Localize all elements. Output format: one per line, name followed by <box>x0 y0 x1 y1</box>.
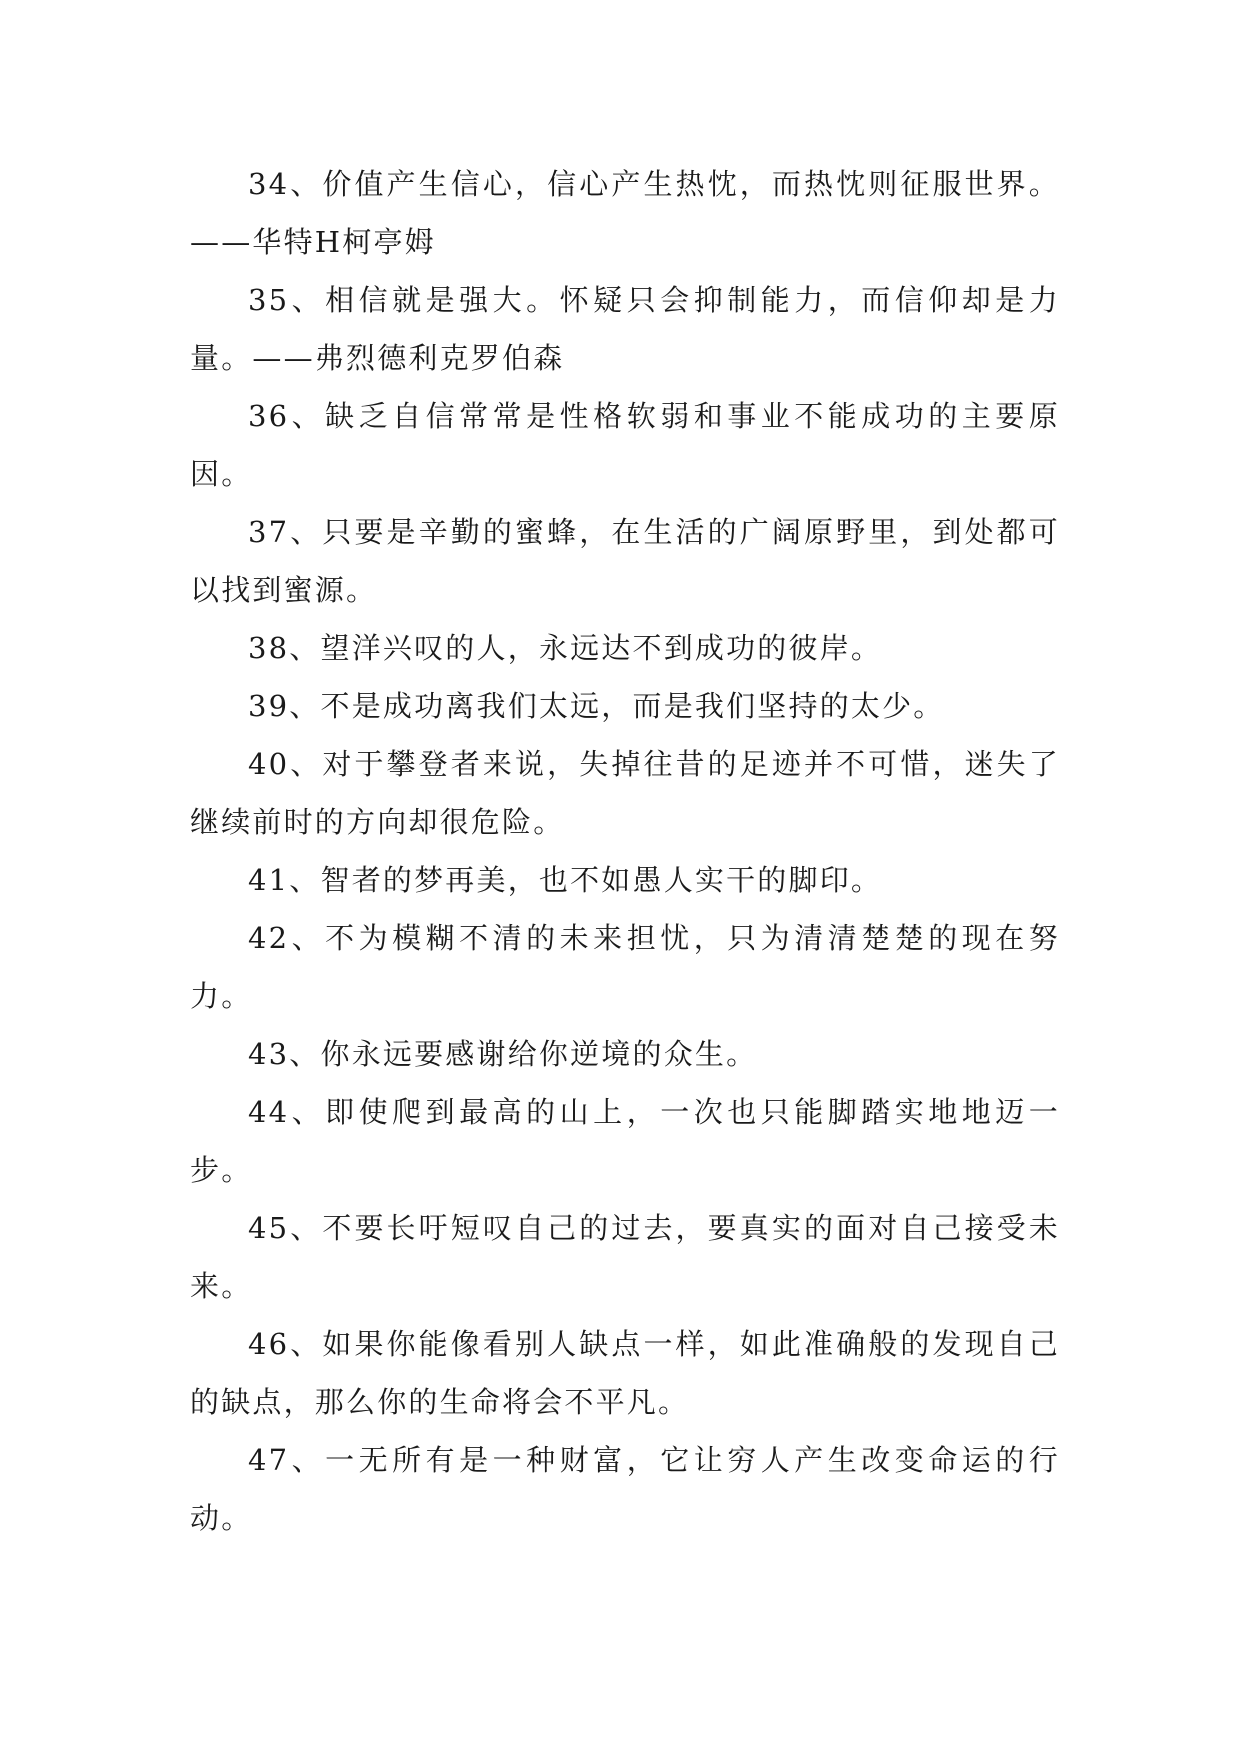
paragraph-37: 37、只要是辛勤的蜜蜂，在生活的广阔原野里，到处都可以找到蜜源。 <box>190 515 1060 607</box>
paragraph-40: 40、对于攀登者来说，失掉往昔的足迹并不可惜，迷失了继续前时的方向却很危险。 <box>190 747 1060 839</box>
paragraph-34: 34、价值产生信心，信心产生热忱，而热忱则征服世界。——华特H柯亭姆 <box>190 167 1060 259</box>
paragraph-42: 42、不为模糊不清的未来担忧，只为清清楚楚的现在努力。 <box>190 921 1060 1013</box>
paragraph-45: 45、不要长吁短叹自己的过去，要真实的面对自己接受未来。 <box>190 1211 1060 1303</box>
paragraph-35: 35、相信就是强大。怀疑只会抑制能力，而信仰却是力量。——弗烈德利克罗伯森 <box>190 283 1060 375</box>
paragraph-44: 44、即使爬到最高的山上，一次也只能脚踏实地地迈一步。 <box>190 1095 1060 1187</box>
paragraph-47: 47、一无所有是一种财富，它让穷人产生改变命运的行动。 <box>190 1443 1060 1535</box>
document-body <box>190 155 1060 1547</box>
paragraph-36: 36、缺乏自信常常是性格软弱和事业不能成功的主要原因。 <box>190 399 1060 491</box>
paragraph-46: 46、如果你能像看别人缺点一样，如此准确般的发现自己的缺点，那么你的生命将会不平凡。 <box>190 1327 1060 1419</box>
paragraph-43: 43、你永远要感谢给你逆境的众生。 <box>248 1037 758 1071</box>
paragraph-38: 38、望洋兴叹的人，永远达不到成功的彼岸。 <box>248 631 883 665</box>
paragraph-39: 39、不是成功离我们太远，而是我们坚持的太少。 <box>248 689 945 723</box>
paragraph-41: 41、智者的梦再美，也不如愚人实干的脚印。 <box>248 863 883 897</box>
